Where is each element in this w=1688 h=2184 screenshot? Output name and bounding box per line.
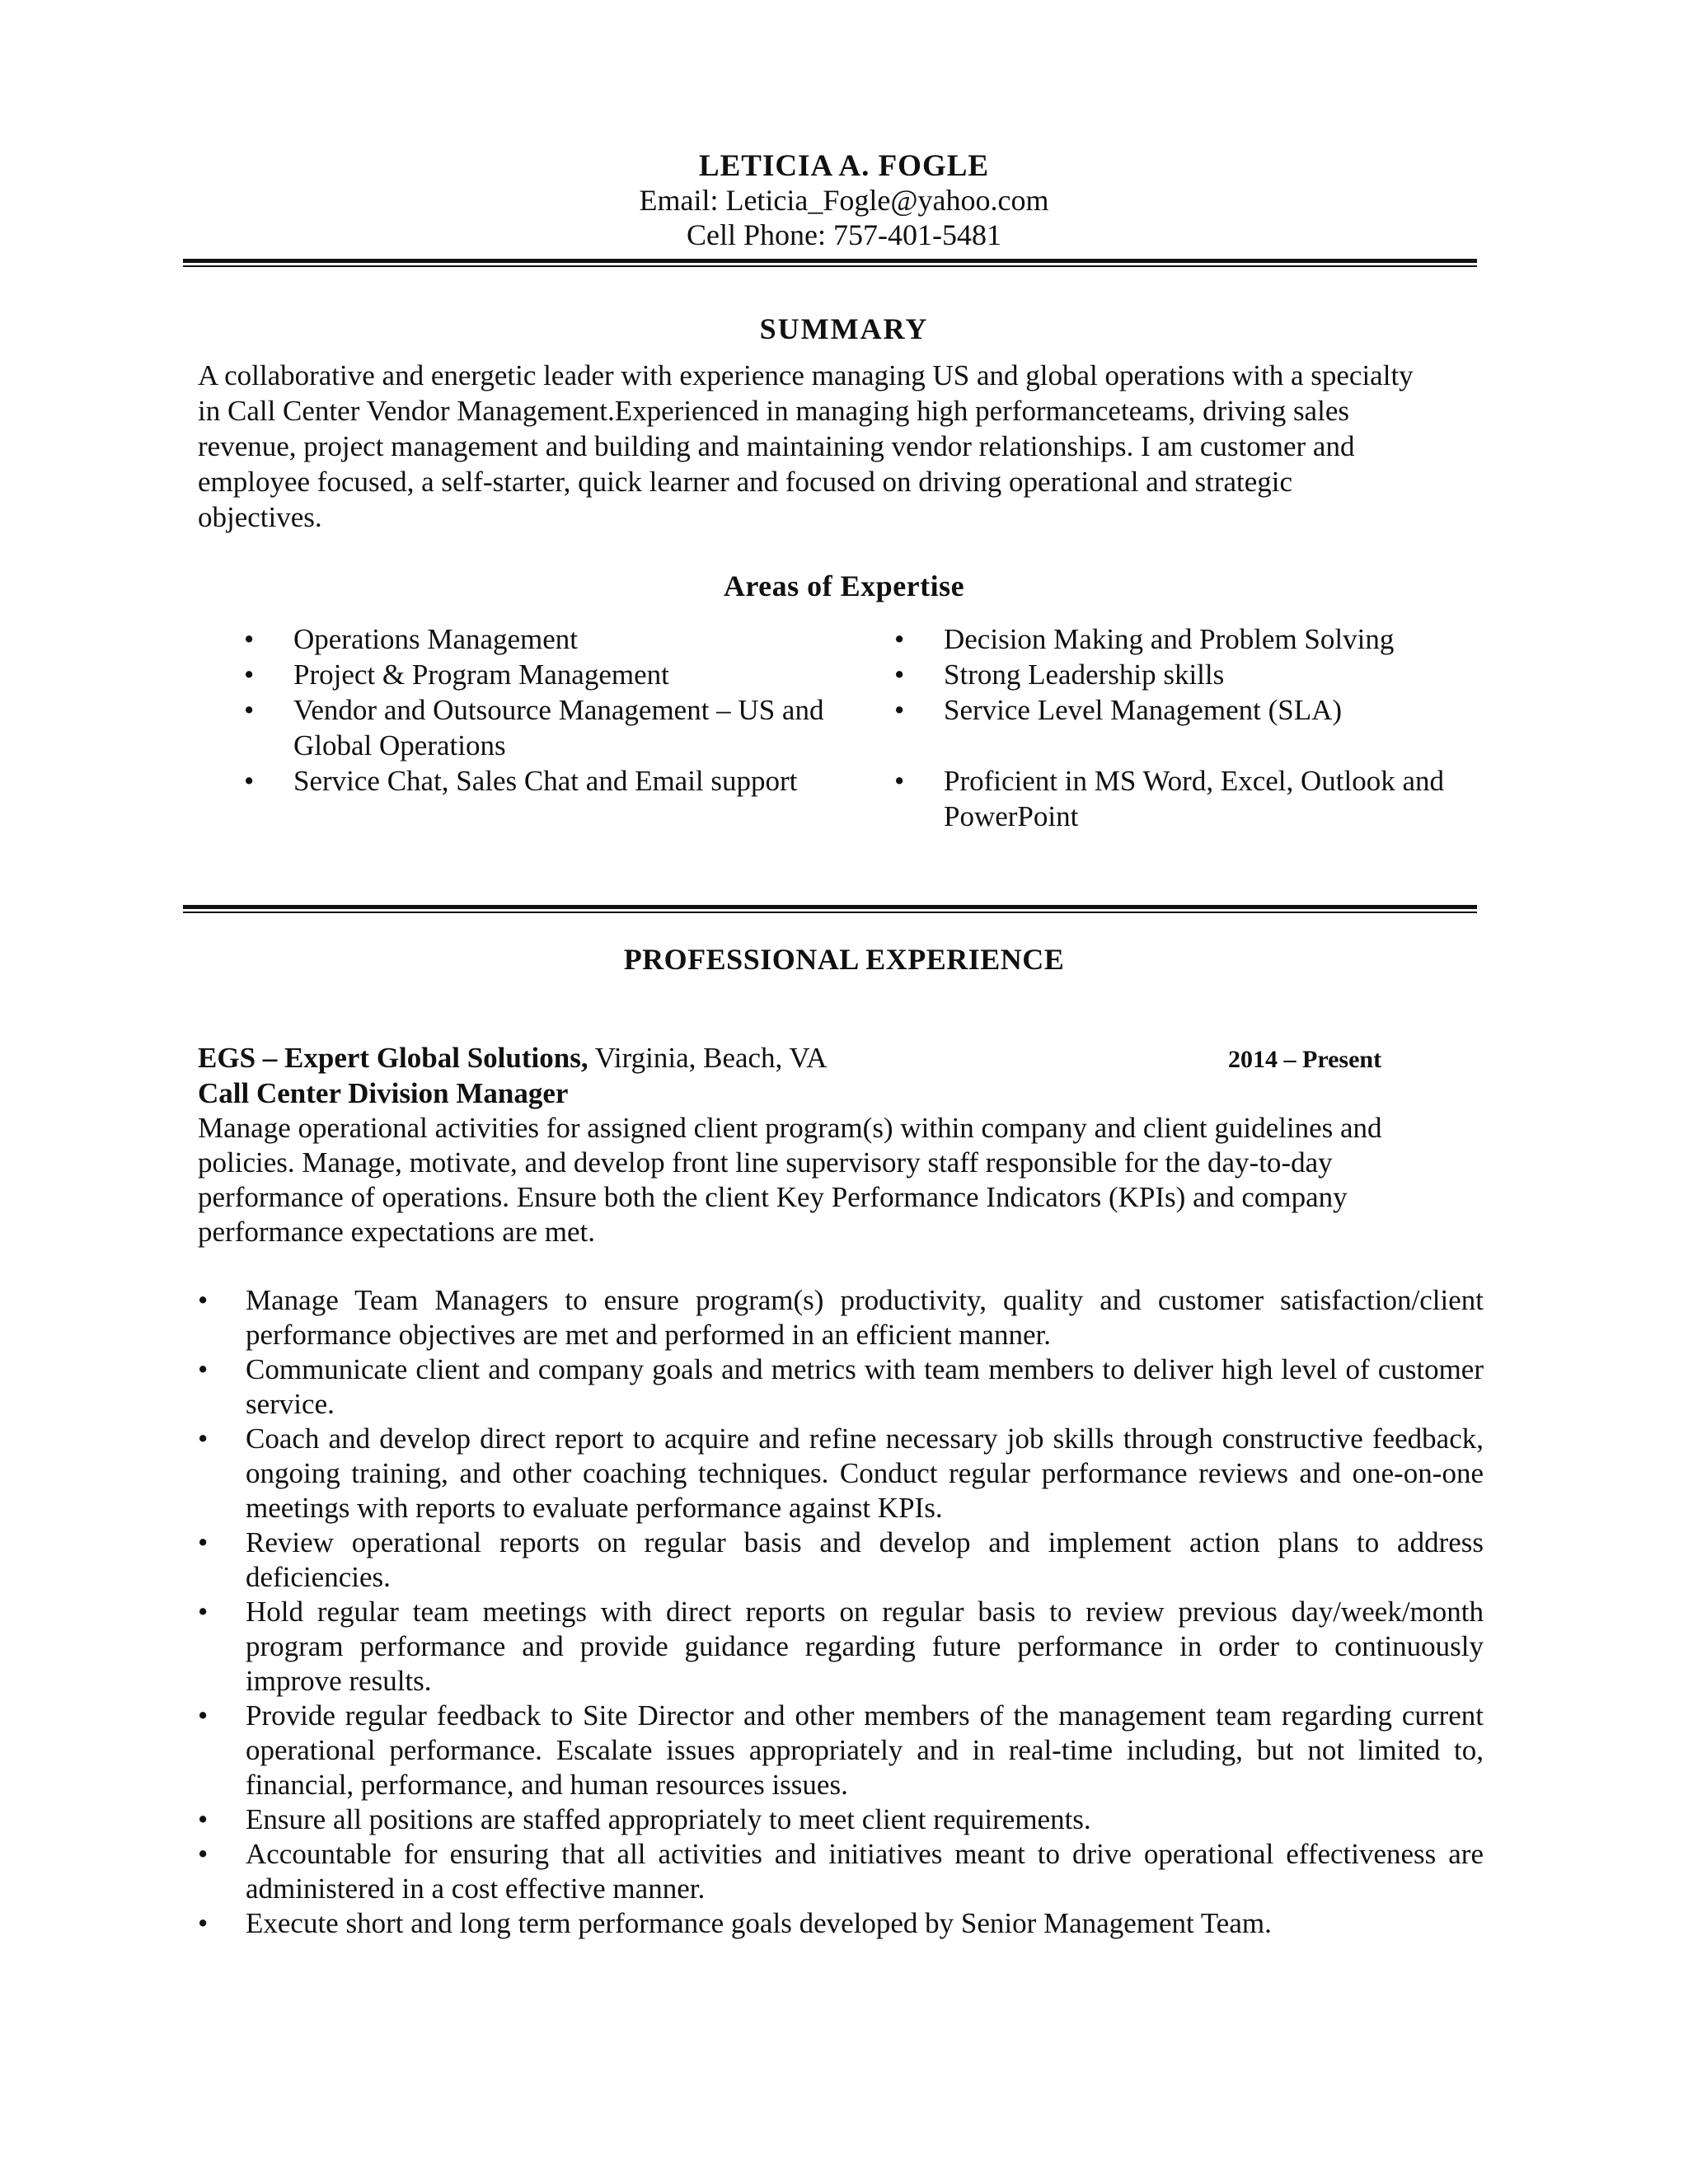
expertise-item: • Operations Management [244, 621, 870, 657]
duty-item: • Ensure all positions are staffed appropriately to meet client requirements. [198, 1802, 1484, 1837]
duty-item: • Provide regular feedback to Site Director and other members of the management team regarding current operational performance. Escalate issues appropriately and in real-time including, but not limited to, financial, performance, and human resources issues. [198, 1699, 1484, 1802]
header-divider [183, 259, 1477, 267]
expertise-item: • Project & Program Management [244, 657, 870, 692]
job-header [198, 1040, 1484, 1076]
expertise-item: • Service Chat, Sales Chat and Email support [244, 763, 870, 799]
summary-paragraph [198, 358, 1484, 535]
summary-line: in Call Center Vendor Management.Experienced in managing high performanceteams, driving sales [198, 395, 1349, 427]
job-description-line: performance of operations. Ensure both the client Key Performance Indicators (KPIs) and company [198, 1181, 1348, 1213]
summary-line: employee focused, a self-starter, quick learner and focused on driving operational and strategic [198, 466, 1293, 498]
expertise-item: • Vendor and Outsource Management – US and Global Operations [244, 692, 870, 763]
summary-heading: SUMMARY [759, 312, 929, 345]
job-dates: 2014 – Present [1228, 1046, 1382, 1073]
summary-line: revenue, project management and building and maintaining vendor relationships. I am customer and [198, 430, 1355, 462]
job-description [198, 1111, 1484, 1249]
duty-item: • Manage Team Managers to ensure program(s) productivity, quality and customer satisfaction/client performance objectives are met and performed in an efficient manner. [198, 1283, 1484, 1352]
expertise-item: • Service Level Management (SLA) [894, 692, 1488, 728]
expertise-item: • Proficient in MS Word, Excel, Outlook and PowerPoint [894, 763, 1488, 834]
expertise-heading: Areas of Expertise [723, 569, 965, 602]
expertise-item: • Strong Leadership skills [894, 657, 1488, 692]
duty-item: • Coach and develop direct report to acquire and refine necessary job skills through constructive feedback, ongoing training, and other coaching techniques. Conduct regular performance reviews and one-on-one meetings with reports to evaluate performance against KPIs. [198, 1422, 1484, 1526]
experience-heading: PROFESSIONAL EXPERIENCE [623, 943, 1065, 976]
duty-item: • Communicate client and company goals and metrics with team members to deliver high level of customer service. [198, 1352, 1484, 1422]
expertise-list-left [244, 621, 870, 799]
duty-item: • Accountable for ensuring that all activities and initiatives meant to drive operational effectiveness are administered in a cost effective manner. [198, 1837, 1484, 1906]
summary-line: A collaborative and energetic leader with experience managing US and global operations with a specialty [198, 359, 1414, 391]
email-line: Email: Leticia_Fogle@yahoo.com [639, 184, 1049, 217]
phone-line: Cell Phone: 757-401-5481 [687, 218, 1001, 251]
duty-item: • Review operational reports on regular basis and develop and implement action plans to address deficiencies. [198, 1526, 1484, 1595]
job-description-line: Manage operational activities for assigned client program(s) within company and client guidelines and [198, 1112, 1382, 1144]
duty-item: • Execute short and long term performance goals developed by Senior Management Team. [198, 1906, 1484, 1941]
job-description-line: performance expectations are met. [198, 1216, 595, 1248]
summary-line: objectives. [198, 501, 322, 533]
section-divider [183, 905, 1477, 913]
job-duties-list [198, 1283, 1484, 1941]
job-description-line: policies. Manage, motivate, and develop front line supervisory staff responsible for the day-to-day [198, 1146, 1333, 1179]
job-company: EGS – Expert Global Solutions, [198, 1042, 588, 1074]
duty-item: • Hold regular team meetings with direct reports on regular basis to review previous day/week/month program performance and provide guidance regarding future performance in order to continuously improve results. [198, 1595, 1484, 1699]
expertise-item: • Decision Making and Problem Solving [894, 621, 1488, 657]
job-location: Virginia, Beach, VA [588, 1042, 828, 1074]
expertise-list-right [894, 621, 1488, 834]
candidate-name: LETICIA A. FOGLE [698, 149, 990, 183]
job-title: Call Center Division Manager [198, 1077, 569, 1109]
